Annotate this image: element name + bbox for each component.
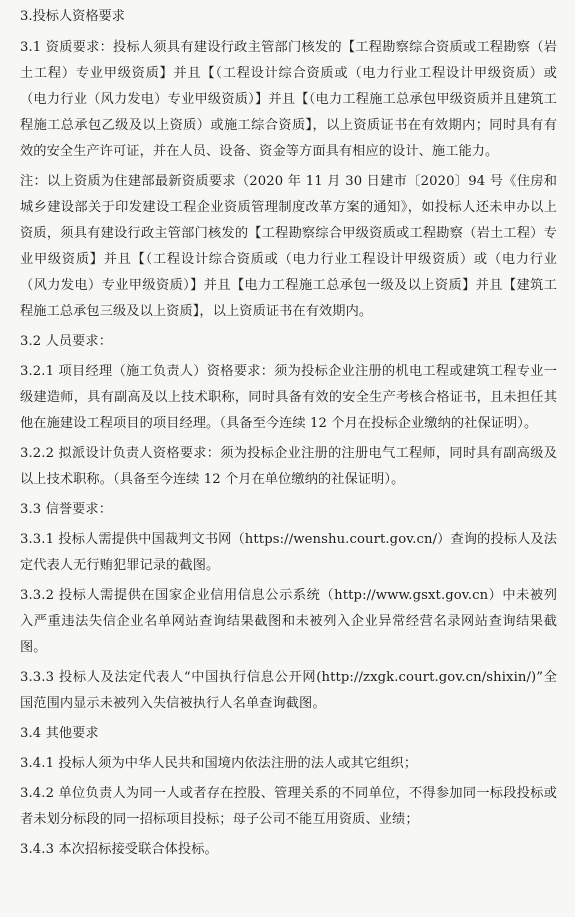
personnel-heading: 3.2 人员要求： <box>20 334 113 349</box>
other-heading: 3.4 其他要求 <box>20 726 99 741</box>
section-title: 3.投标人资格要求 <box>20 9 125 24</box>
other-item-1: 3.4.1 投标人须为中华人民共和国境内依法注册的法人或其它组织； <box>20 756 418 771</box>
credit-item-3: 3.3.3 投标人及法定代表人“中国执行信息公开网(http://zxgk.court.gov.cn/shixin/)”全国范围内显示未被列入失信被执行人名单查询截图。 <box>20 670 557 711</box>
design-lead-requirement: 3.2.2 拟派设计负责人资格要求：须为投标企业注册的注册电气工程师，同时具有副高级及以上技术职称。（具备至今连续 12 个月在单位缴纳的社保证明）。 <box>20 446 557 487</box>
credit-item-1: 3.3.1 投标人需提供中国裁判文书网（https://wenshu.court.gov.cn/）查询的投标人及法定代表人无行贿犯罪记录的截图。 <box>20 532 557 573</box>
qualification-requirement: 3.1 资质要求：投标人须具有建设行政主管部门核发的【工程勘察综合资质或工程勘察（岩土工程）专业甲级资质】并且【（工程设计综合资质或（电力行业工程设计甲级资质）或（电力行业（风力发电）专业甲级资质）】并且【（电力工程施工总承包甲级资质并且建筑工程施工总承包乙级及以上资质）或施工综合资质】，以上资质证书在有效期内；同时具有有效的安全生产许可证，并在人员、设备、资金等方面具有相应的设计、施工能力。 <box>20 40 557 159</box>
other-item-2: 3.4.2 单位负责人为同一人或者存在控股、管理关系的不同单位，不得参加同一标段投标或者未划分标段的同一招标项目投标；母子公司不能互用资质、业绩； <box>20 786 557 827</box>
other-item-3: 3.4.3 本次招标接受联合体投标。 <box>20 842 218 857</box>
credit-heading: 3.3 信誉要求： <box>20 502 113 517</box>
project-manager-requirement: 3.2.1 项目经理（施工负责人）资格要求：须为投标企业注册的机电工程或建筑工程专业一级建造师，具有副高及以上技术职称，同时具备有效的安全生产考核合格证书，且未担任其他在施建设工程项目的项目经理。（具备至今连续 12 个月在投标企业缴纳的社保证明）。 <box>20 364 557 431</box>
qualification-note: 注：以上资质为住建部最新资质要求（2020 年 11 月 30 日建市〔2020〕94 号《住房和城乡建设部关于印发建设工程企业资质管理制度改革方案的通知》，如投标人还未申办以上资质，须具有建设行政主管部门核发的【工程勘察综合甲级资质或工程勘察（岩土工程）专业甲级资质】并且【（工程设计综合资质或（电力行业工程设计甲级资质）或（电力行业（风力发电）专业甲级资质）】并且【电力工程施工总承包一级及以上资质】并且【建筑工程施工总承包三级及以上资质】，以上资质证书在有效期内。 <box>20 174 557 319</box>
credit-item-2: 3.3.2 投标人需提供在国家企业信用信息公示系统（http://www.gsxt.gov.cn）中未被列入严重违法失信企业名单网站查询结果截图和未被列入企业异常经营名录网站查询结果截图。 <box>20 588 557 655</box>
